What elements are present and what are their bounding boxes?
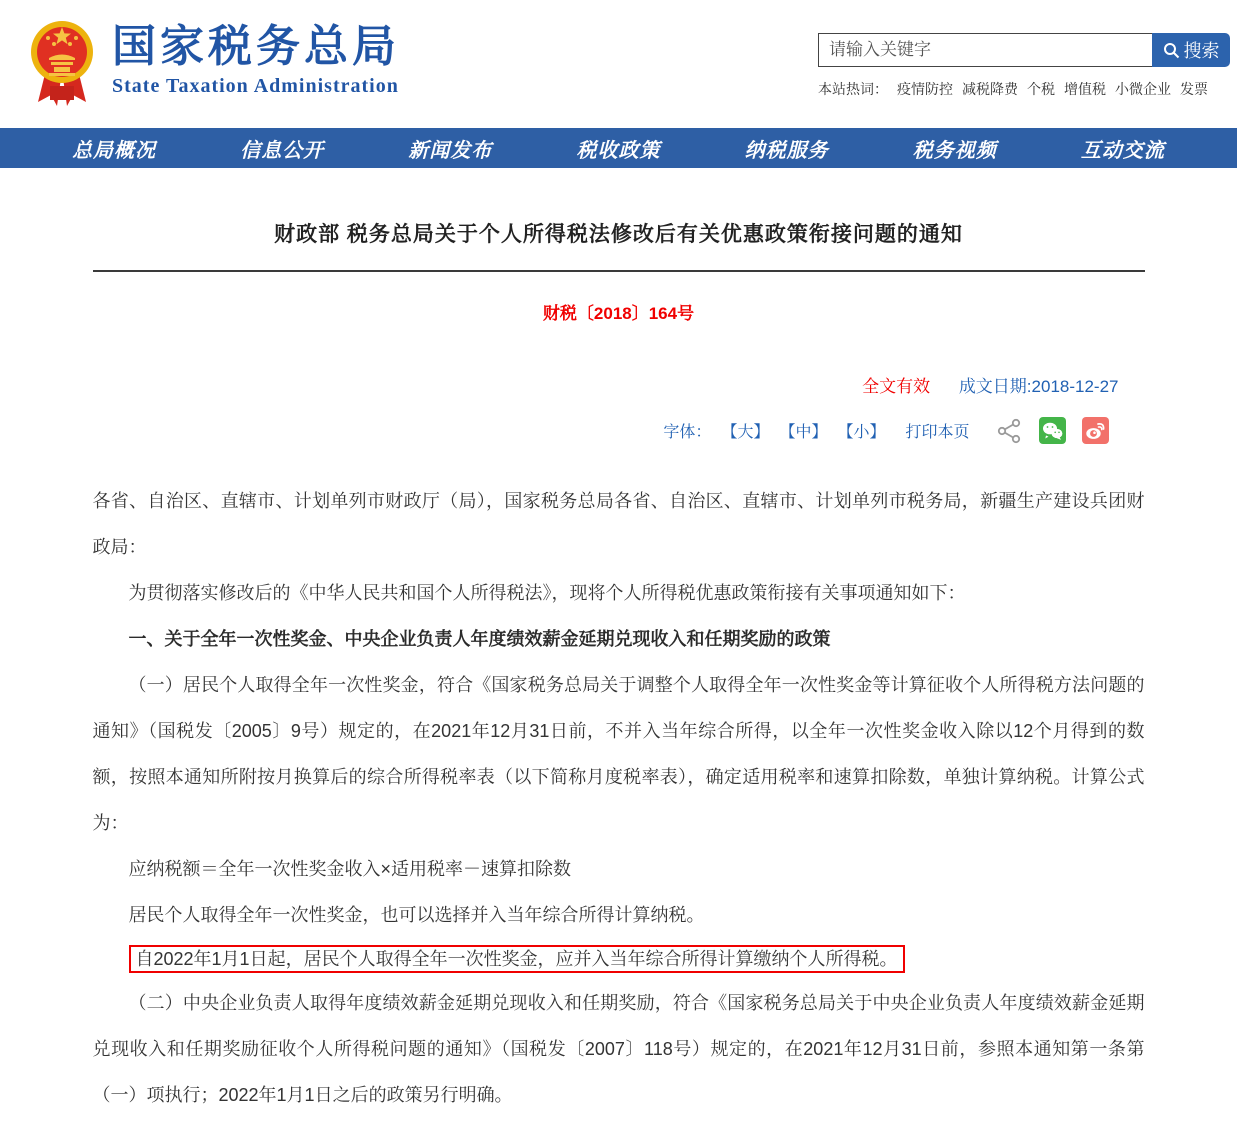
paragraph: 居民个人取得全年一次性奖金，也可以选择并入当年综合所得计算纳税。 — [128, 905, 705, 925]
hot-words-label: 本站热词： — [818, 81, 888, 97]
paragraph: 各省、自治区、直辖市、计划单列市财政厅（局），国家税务总局各省、自治区、直辖市、计划单列市税务局，新疆生产建设兵团财政局： — [92, 491, 1145, 557]
hot-word-link-1[interactable]: 疫情防控 — [897, 81, 953, 97]
font-size-small-button[interactable]: 【小】 — [837, 424, 886, 441]
font-size-label: 字体： — [663, 424, 712, 441]
font-size-large-button[interactable]: 【大】 — [721, 424, 770, 441]
document-number: 财税〔2018〕164号 — [542, 304, 695, 323]
paragraph: （二）中央企业负责人取得年度绩效薪金延期兑现收入和任期奖励，符合《国家税务总局关于中央企业负责人年度绩效薪金延期兑现收入和任期奖励征收个人所得税问题的通知》（国税发〔2007〕118号）规定的，在2021年12月31日前，参照本通知第一条第（一）项执行；2022年1月1日之后的政策另行明确。 — [92, 993, 1145, 1106]
hot-word-link-6[interactable]: 发票 — [1180, 81, 1208, 97]
font-size-medium-button[interactable]: 【中】 — [779, 424, 828, 441]
document-toolbar — [93, 417, 1145, 444]
nav-item-2[interactable]: 信息公开 — [240, 139, 325, 162]
search-button-label: 搜索 — [1183, 41, 1220, 61]
search-area — [818, 33, 1230, 99]
site-header — [0, 0, 1237, 128]
hot-word-link-2[interactable]: 减税降费 — [962, 81, 1018, 97]
national-emblem-logo — [30, 14, 94, 110]
search-icon — [1163, 42, 1180, 59]
document-meta — [93, 372, 1145, 397]
highlighted-clause: 自2022年1月1日起，居民个人取得全年一次性奖金，应并入当年综合所得计算缴纳个人所得税。 — [129, 945, 905, 973]
nav-item-7[interactable]: 互动交流 — [1080, 139, 1165, 162]
share-icon[interactable] — [996, 417, 1023, 444]
status-badge: 全文有效 — [862, 377, 931, 396]
nav-item-5[interactable]: 纳税服务 — [744, 139, 829, 162]
nav-item-6[interactable]: 税务视频 — [912, 139, 997, 162]
hot-word-link-5[interactable]: 小微企业 — [1115, 81, 1171, 97]
print-page-button[interactable]: 打印本页 — [905, 424, 970, 441]
site-brand — [112, 22, 400, 98]
nav-item-1[interactable]: 总局概况 — [72, 139, 157, 162]
hot-words — [818, 79, 1230, 99]
hot-word-link-4[interactable]: 增值税 — [1064, 81, 1106, 97]
main-nav — [0, 128, 1237, 168]
wechat-icon[interactable] — [1039, 417, 1066, 444]
paragraph: 为贯彻落实修改后的《中华人民共和国个人所得税法》，现将个人所得税优惠政策衔接有关事项通知如下： — [128, 583, 966, 603]
nav-item-3[interactable]: 新闻发布 — [408, 139, 493, 162]
document-date: 成文日期:2018-12-27 — [958, 377, 1119, 396]
document-body — [93, 478, 1145, 1118]
hot-word-link-3[interactable]: 个税 — [1027, 81, 1055, 97]
section-heading: 一、关于全年一次性奖金、中央企业负责人年度绩效薪金延期兑现收入和任期奖励的政策 — [128, 629, 831, 649]
paragraph: （一）居民个人取得全年一次性奖金，符合《国家税务总局关于调整个人取得全年一次性奖金等计算征收个人所得税方法问题的通知》（国税发〔2005〕9号）规定的，在2021年12月31日前，不并入当年综合所得，以全年一次性奖金收入除以12个月得到的数额，按照本通知所附按月换算后的综合所得税率表（以下简称月度税率表），确定适用税率和速算扣除数，单独计算纳税。计算公式为： — [92, 675, 1145, 833]
site-title-en: State Taxation Administration — [112, 74, 399, 97]
document-page — [93, 168, 1145, 1118]
title-divider — [93, 270, 1145, 272]
document-title: 财政部 税务总局关于个人所得税法修改后有关优惠政策衔接问题的通知 — [274, 223, 963, 246]
paragraph — [129, 945, 1145, 973]
paragraph: 应纳税额＝全年一次性奖金收入×适用税率－速算扣除数 — [128, 859, 572, 879]
search-button[interactable] — [1152, 33, 1230, 67]
weibo-icon[interactable] — [1082, 417, 1109, 444]
search-input[interactable] — [818, 33, 1152, 67]
nav-item-4[interactable]: 税收政策 — [576, 139, 661, 162]
site-title-cn: 国家税务总局 — [112, 22, 400, 71]
